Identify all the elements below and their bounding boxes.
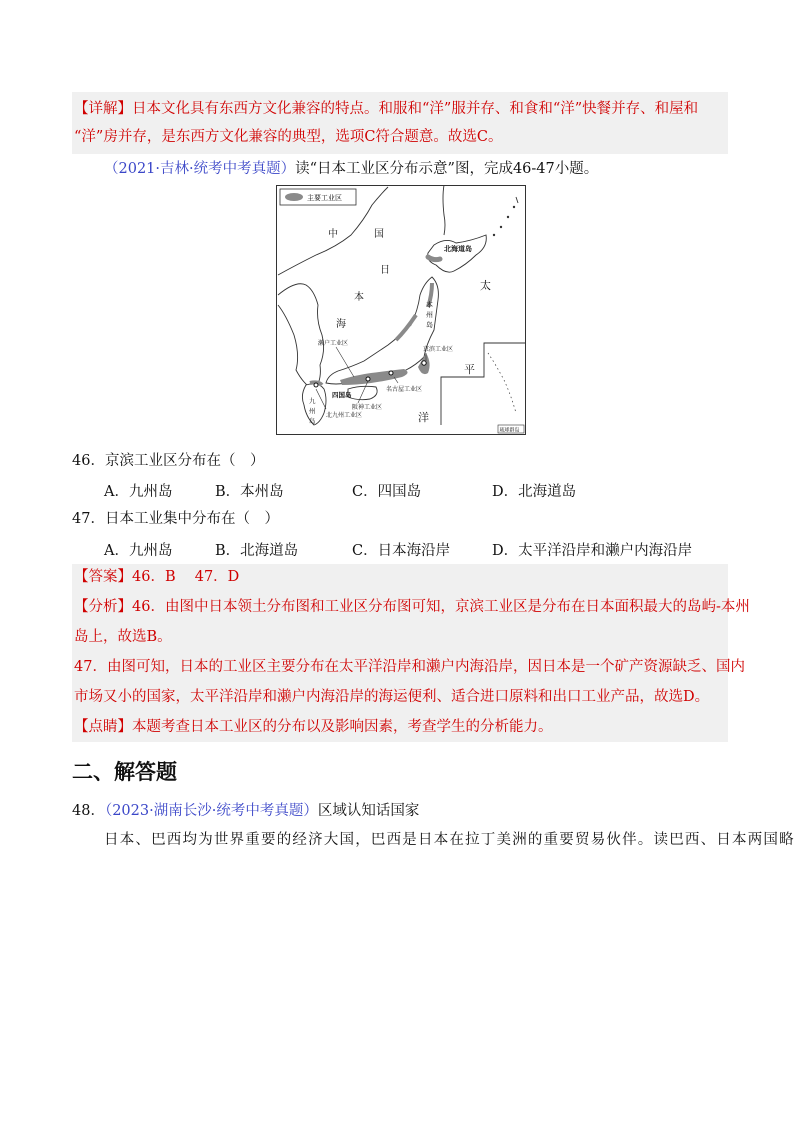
answer-line (74, 566, 239, 588)
intro-source: （2021·吉林·统考中考真题） (104, 161, 296, 177)
legend-swatch (285, 193, 303, 201)
ryukyu-label: 琉球群岛 (499, 427, 520, 434)
answer-tag: 【答案】 (74, 569, 132, 585)
label-honshu-2: 州 (426, 311, 433, 319)
q46-option-d[interactable]: D．北海道岛 (492, 484, 577, 500)
label-honshu-1: 本 (426, 301, 433, 309)
q47-option-c[interactable]: C．日本海沿岸 (352, 543, 451, 559)
label-keihin: 京滨工业区 (423, 346, 454, 353)
label-hokkaido: 北海道岛 (444, 245, 472, 253)
japan-industrial-map (276, 185, 526, 435)
answer-text: 46．B 47．D (132, 569, 240, 585)
intro-text: 读“日本工业区分布示意”图，完成46-47小题。 (295, 161, 599, 177)
hokkaido-industry (428, 257, 440, 260)
label-honshu-3: 岛 (426, 321, 433, 329)
detail-line1: 日本文化具有东西方文化兼容的特点。和服和“洋”服并存、和食和“洋”快餐并存、和屋和 (132, 101, 699, 117)
label-hanshin: 阪神工业区 (352, 404, 383, 411)
label-china-2: 国 (374, 229, 384, 240)
legend-label: 主要工业区 (307, 194, 342, 202)
analysis-line1 (74, 596, 750, 618)
label-shikoku: 四国岛 (332, 391, 352, 399)
label-pacific-2: 平 (464, 363, 475, 376)
question-intro (104, 158, 598, 180)
analysis47-line1: 47．由图可知，日本的工业区主要分布在太平洋沿岸和濑户内海沿岸，因日本是一个矿产资源缺乏、国内 (74, 659, 745, 675)
comment-line (74, 716, 553, 738)
q48-source: （2023·湖南长沙·统考中考真题） (104, 803, 318, 819)
detail-line2: “洋”房并存，是东西方文化兼容的典型，选项C符合题意。故选C。 (74, 129, 503, 145)
label-kyushu-1: 九 (309, 397, 316, 405)
label-setouchi: 濑户工业区 (318, 340, 349, 347)
q47-option-d[interactable]: D．太平洋沿岸和濑户内海沿岸 (492, 543, 693, 559)
analysis-line2: 岛上，故选B。 (74, 629, 172, 645)
analysis-text-1: 46．由图中日本领土分布图和工业区分布图可知，京滨工业区是分布在日本面积最大的岛屿-本州 (132, 599, 750, 615)
q47-option-a[interactable]: A．九州岛 (104, 543, 173, 559)
section-title: 二、解答题 (72, 760, 177, 784)
label-japan-sea-3: 海 (336, 319, 346, 330)
q48-header (72, 800, 419, 822)
label-pacific-3: 洋 (418, 411, 429, 424)
detail-tag: 【详解】 (74, 101, 132, 117)
label-kyushu-2: 州 (309, 407, 316, 415)
q47-option-b[interactable]: B．北海道岛 (215, 543, 299, 559)
label-pacific-1: 太 (480, 279, 491, 292)
comment-text: 本题考查日本工业区的分布以及影响因素，考查学生的分析能力。 (132, 719, 553, 735)
map-figure (276, 185, 526, 435)
q47-stem: 47．日本工业集中分布在（ ） (72, 511, 279, 527)
q48-number: 48． (72, 803, 105, 819)
label-japan-sea-2: 本 (354, 292, 364, 303)
q48-title: 区域认知话国家 (317, 803, 420, 819)
label-kitakyushu: 北九州工业区 (326, 412, 363, 419)
q46-option-c[interactable]: C．四国岛 (352, 484, 422, 500)
detail-block (72, 92, 728, 154)
q46-stem: 46．京滨工业区分布在（ ） (72, 453, 265, 469)
label-kyushu-3: 岛 (309, 417, 316, 425)
analysis-tag: 【分析】 (74, 599, 132, 615)
comment-tag: 【点睛】 (74, 719, 132, 735)
q46-option-a[interactable]: A．九州岛 (104, 484, 173, 500)
analysis47-line2: 市场又小的国家，太平洋沿岸和濑户内海沿岸的海运便利、适合进口原料和出口工业产品，故选D。 (74, 689, 710, 705)
label-nagoya: 名古屋工业区 (386, 386, 423, 393)
q46-option-b[interactable]: B．本州岛 (215, 484, 284, 500)
label-japan-sea-1: 日 (380, 265, 390, 276)
q48-text: 日本、巴西均为世界重要的经济大国，巴西是日本在拉丁美洲的重要贸易伙伴。读巴西、日本两国略 (104, 832, 795, 848)
answer-block (72, 564, 750, 742)
label-china-1: 中 (328, 229, 338, 240)
